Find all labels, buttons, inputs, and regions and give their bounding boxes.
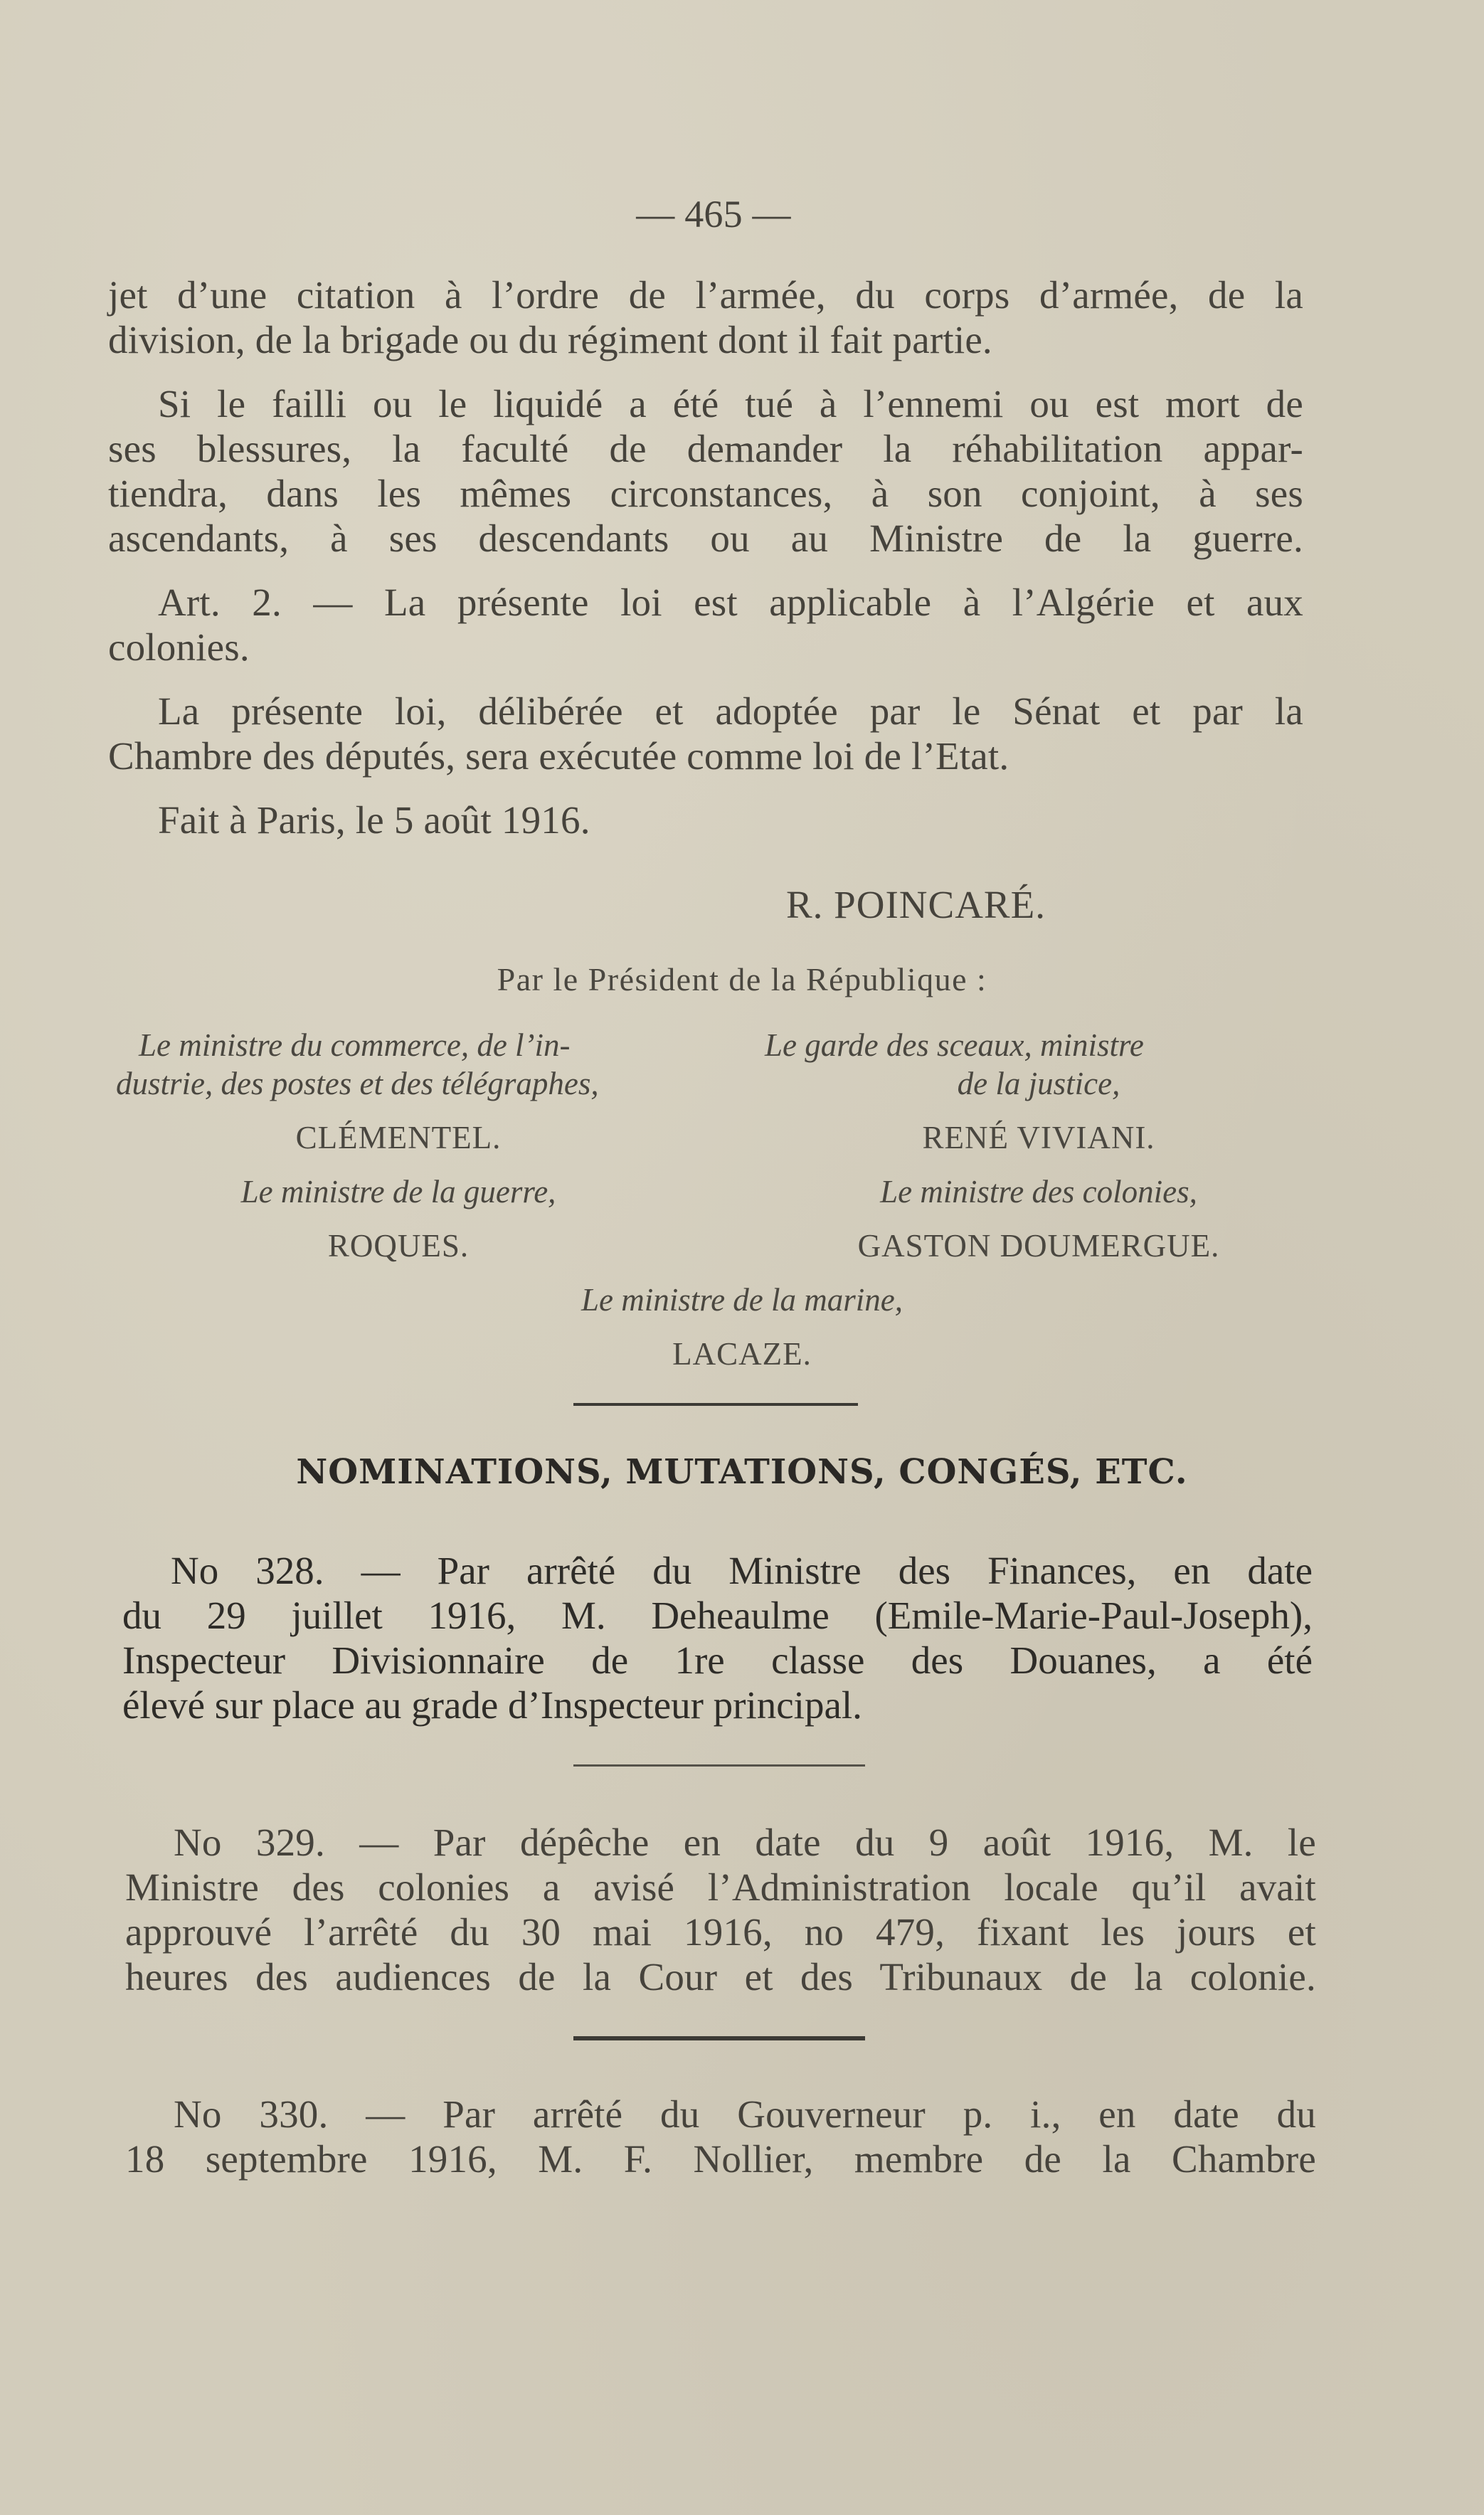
countersign-intro: Par le Président de la République : [497, 961, 987, 997]
entry-divider [573, 2036, 865, 2040]
entry-329-line: No 329. — Par dépêche en date du 9 août 1916, M. le [174, 1821, 1316, 1864]
minister-justice-name: RENÉ VIVIANI. [922, 1120, 1155, 1155]
body-line: tiendra, dans les mêmes circonstances, à son conjoint, à ses [108, 472, 1303, 515]
minister-commerce-title: Le ministre du commerce, de l’in- [139, 1027, 571, 1063]
minister-justice-title: de la justice, [957, 1066, 1120, 1101]
minister-justice-title: Le garde des sceaux, ministre [765, 1027, 1144, 1063]
minister-guerre-name: ROQUES. [327, 1228, 470, 1264]
entry-328-line: No 328. — Par arrêté du Ministre des Finances, en date [171, 1549, 1313, 1592]
entry-328-line: élevé sur place au grade d’Inspecteur principal. [122, 1683, 862, 1727]
entry-330-line: No 330. — Par arrêté du Gouverneur p. i., en date du [174, 2092, 1316, 2136]
section-heading: NOMINATIONS, MUTATIONS, CONGÉS, ETC. [296, 1452, 1188, 1492]
article-2-line: Art. 2. — La présente loi est applicable à l’Algérie et aux [158, 581, 1303, 624]
entry-329-line: heures des audiences de la Cour et des Tribunaux de la colonie. [125, 1955, 1316, 1998]
entry-330-line: 18 septembre 1916, M. F. Nollier, membre de la Chambre [125, 2137, 1316, 2181]
minister-commerce-title: dustrie, des postes et des télégraphes, [116, 1066, 599, 1101]
body-line: Si le failli ou le liquidé a été tué à l’ennemi ou est mort de [158, 382, 1303, 425]
minister-colonies-title: Le ministre des colonies, [880, 1174, 1197, 1209]
entry-328-line: Inspecteur Divisionnaire de 1re classe des Douanes, a été [122, 1638, 1313, 1682]
place-date-line: Fait à Paris, le 5 août 1916. [158, 798, 590, 842]
body-line: ses blessures, la faculté de demander la réhabilitation appar- [108, 427, 1303, 470]
minister-marine-title: Le ministre de la marine, [581, 1282, 903, 1318]
minister-commerce-name: CLÉMENTEL. [295, 1120, 502, 1155]
entry-329-line: Ministre des colonies a avisé l’Administration locale qu’il avait [125, 1865, 1316, 1909]
body-line: jet d’une citation à l’ordre de l’armée, du corps d’armée, de la [108, 273, 1303, 317]
entry-329-line: approuvé l’arrêté du 30 mai 1916, no 479, fixant les jours et [125, 1910, 1316, 1954]
body-line: Chambre des députés, sera exécutée comme loi de l’Etat. [108, 734, 1009, 778]
page-number: — 465 — [636, 193, 791, 235]
section-divider [573, 1403, 858, 1406]
minister-colonies-name: GASTON DOUMERGUE. [857, 1228, 1220, 1264]
minister-marine-name: LACAZE. [672, 1336, 812, 1372]
entry-divider [573, 1764, 865, 1767]
body-line: division, de la brigade ou du régiment dont il fait partie. [108, 318, 992, 361]
entry-328-line: du 29 juillet 1916, M. Deheaulme (Emile-Marie-Paul-Joseph), [122, 1594, 1313, 1637]
body-line: La présente loi, délibérée et adoptée par le Sénat et par la [158, 689, 1303, 733]
minister-guerre-title: Le ministre de la guerre, [240, 1174, 556, 1209]
body-line: ascendants, à ses descendants ou au Ministre de la guerre. [108, 517, 1303, 560]
article-2-line: colonies. [108, 625, 250, 669]
president-signature: R. POINCARÉ. [786, 883, 1046, 926]
